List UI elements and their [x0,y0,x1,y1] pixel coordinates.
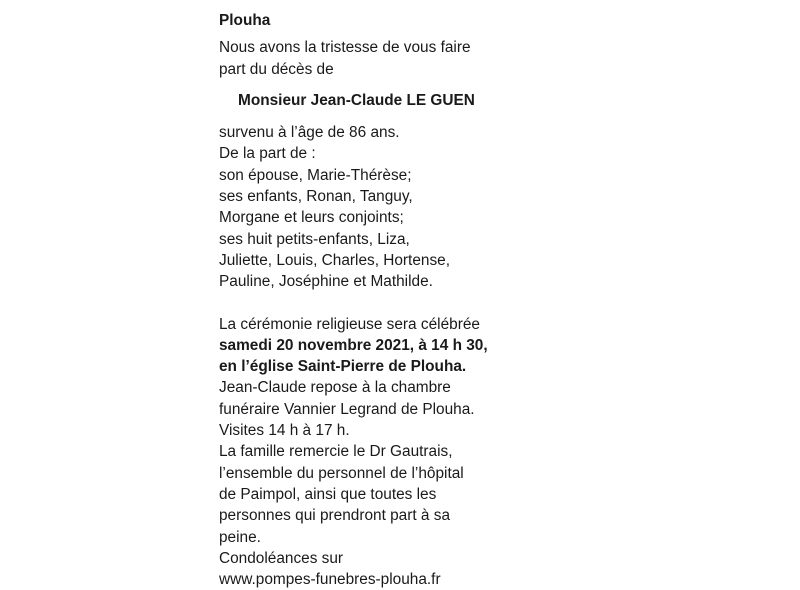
family-line: De la part de : [219,145,316,163]
family-line: Pauline, Joséphine et Mathilde. [219,273,433,291]
intro-paragraph [219,37,539,80]
ceremony-date: samedi 20 novembre 2021, à 14 h 30, [219,336,488,354]
ceremony-intro: La cérémonie religieuse sera célébrée [219,315,480,333]
intro-line: Nous avons la tristesse de vous faire [219,39,471,57]
detail-line: funéraire Vannier Legrand de Plouha. [219,400,475,418]
detail-line: La famille remercie le Dr Gautrais, [219,443,453,461]
paragraph-spacer [219,293,539,314]
intro-line: part du décès de [219,60,334,78]
family-line: survenu à l’âge de 86 ans. [219,124,400,142]
family-line: ses huit petits-enfants, Liza, [219,230,410,248]
family-line: Morgane et leurs conjoints; [219,209,404,227]
ceremony-paragraph [219,314,539,590]
town-heading: Plouha [219,12,271,29]
family-line: ses enfants, Ronan, Tanguy, [219,188,413,206]
detail-line: peine. [219,528,261,546]
obituary-notice [219,10,539,590]
family-paragraph [219,122,539,292]
family-line: son épouse, Marie-Thérèse; [219,166,412,184]
detail-line: Visites 14 h à 17 h. [219,422,350,440]
detail-line: personnes qui prendront part à sa [219,507,451,525]
condolences-website: www.pompes-funebres-plouha.fr [219,571,441,589]
detail-line: l’ensemble du personnel de l’hôpital [219,464,464,482]
detail-line: Jean-Claude repose à la chambre [219,379,451,397]
family-line: Juliette, Louis, Charles, Hortense, [219,251,450,269]
ceremony-place: en l’église Saint-Pierre de Plouha. [219,358,467,376]
detail-line: de Paimpol, ainsi que toutes les [219,485,437,503]
condolences-label: Condoléances sur [219,549,344,567]
deceased-name: Monsieur Jean-Claude LE GUEN [238,91,475,109]
